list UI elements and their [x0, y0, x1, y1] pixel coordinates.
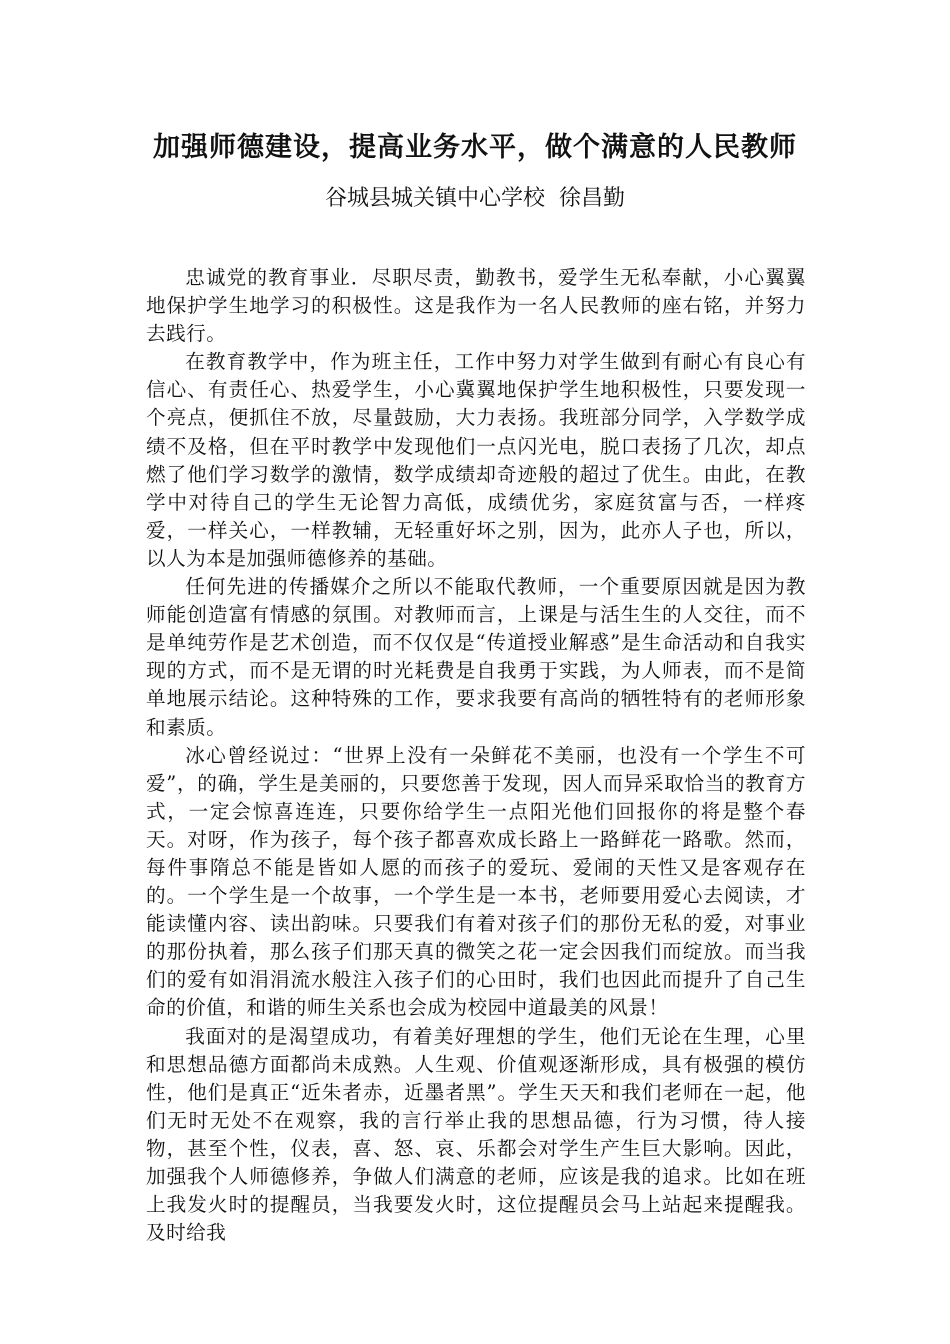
paragraph: 任何先进的传播媒介之所以不能取代教师，一个重要原因就是因为教师能创造富有情感的氛围。对教师而言，上课是与活生生的人交往，而不是单纯劳作是艺术创造，而不仅仅是“传道授业解惑”是生命活动和自我实现的方式，而不是无谓的时光耗费是自我勇于实践，为人师表，而不是简单地展示结论。这种特殊的工作，要求我要有高尚的牺牲特有的老师形象和素质。 [146, 575, 806, 739]
paragraph: 我面对的是渴望成功，有着美好理想的学生，他们无论在生理，心里和思想品德方面都尚未成熟。人生观、价值观逐渐形成，具有极强的模仿性，他们是真正“近朱者赤，近墨者黑”。学生天天和我们老师在一起，他们无时无处不在观察，我的言行举止我的思想品德，行为习惯，待人接物，甚至个性，仪表，喜、怒、哀、乐都会对学生产生巨大影响。因此，加强我个人师德修养，争做人们满意的老师，应该是我的追求。比如在班上我发火时的提醒员，当我要发火时，这位提醒员会马上站起来提醒我。及时给我 [146, 1024, 806, 1245]
paragraph: 冰心曾经说过：“世界上没有一朵鲜花不美丽，也没有一个学生不可爱”，的确，学生是美丽的，只要您善于发现，因人而异采取恰当的教育方式，一定会惊喜连连，只要你给学生一点阳光他们回报你的将是整个春天。对呀，作为孩子，每个孩子都喜欢成长路上一路鲜花一路歌。然而，每件事隋总不能是皆如人愿的而孩子的爱玩、爱闹的天性又是客观存在的。一个学生是一个故事，一个学生是一本书，老师要用爱心去阅读，才能读懂内容、读出韵味。只要我们有着对孩子们的那份无私的爱，对事业的那份执着，那么孩子们那天真的微笑之花一定会因我们而绽放。而当我们的爱有如涓涓流水般注入孩子们的心田时，我们也因此而提升了自己生命的价值，和谐的师生关系也会成为校园中道最美的风景！ [146, 743, 806, 1020]
document-title: 加强师德建设，提高业务水平，做个满意的人民教师 [153, 132, 797, 163]
document-body [146, 264, 806, 1247]
paragraph: 在教育教学中，作为班主任，工作中努力对学生做到有耐心有良心有信心、有责任心、热爱学生，小心冀翼地保护学生地积极性，只要发现一个亮点，便抓住不放，尽量鼓励，大力表扬。我班部分同学，入学数学成绩不及格，但在平时教学中发现他们一点闪光电，脱口表扬了几次，却点燃了他们学习数学的激情，数学成绩却奇迹般的超过了优生。由此，在教学中对待自己的学生无论智力高低，成绩优劣，家庭贫富与否，一样疼爱，一样关心，一样教辅，无轻重好坏之别，因为，此亦人子也，所以，以人为本是加强师德修养的基础。 [146, 350, 806, 570]
paragraph: 忠诚党的教育事业．尽职尽责，勤教书，爱学生无私奉献，小心翼翼地保护学生地学习的积极性。这是我作为一名人民教师的座右铭，并努力去践行。 [146, 266, 806, 346]
author-line: 谷城县城关镇中心学校 徐昌勤 [325, 186, 625, 211]
